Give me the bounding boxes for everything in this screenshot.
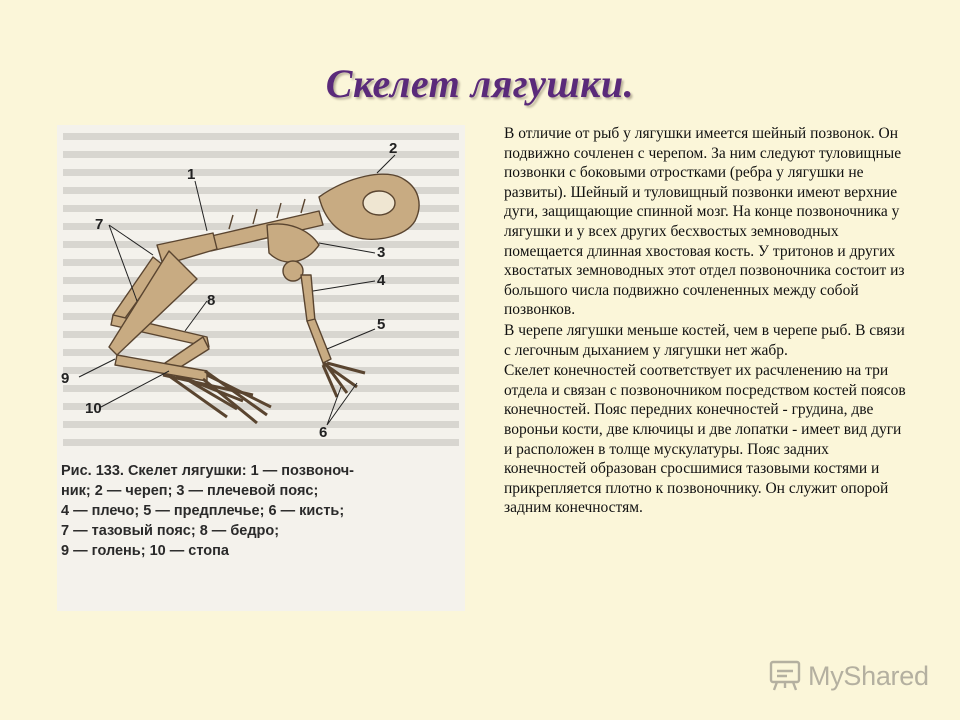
frog-skeleton-figure: [57, 125, 465, 611]
figure-label-3: 3: [377, 244, 386, 261]
figure-label-1: 1: [187, 166, 196, 183]
caption-line: ник; 2 — череп; 3 — плечевой пояс;: [61, 483, 319, 499]
figure-label-2: 2: [389, 140, 398, 157]
figure-label-6: 6: [319, 424, 328, 441]
myshared-watermark: [768, 656, 929, 696]
figure-label-7: 7: [95, 216, 104, 233]
caption-line: 7 — тазовый пояс; 8 — бедро;: [61, 523, 280, 539]
frog-skeleton-drawing: [57, 125, 465, 455]
figure-label-9: 9: [61, 370, 70, 387]
paragraph-vertebrae: В отличие от рыб у лягушки имеется шейный позвонок. Он подвижно сочленен с черепом. За ним следуют туловищные позвонки с боковыми отростками (ребра у лягушки не развиты). Шейный и туловищный позвонки имеют верхние дуги, защищающие спинной мозг. На конце позвоночника у лягушки и у всех других бесхвостых земноводных помещается длинная хвостовая кость. У тритонов и других хвостатых земноводных этот отдел позвоночника состоит из большого числа подвижно сочлененных между собой позвонков.: [504, 125, 905, 319]
paragraph-skull: В черепе лягушки меньше костей, чем в черепе рыб. В связи с легочным дыханием у лягушки нет жабр.: [504, 321, 905, 359]
figure-label-8: 8: [207, 292, 216, 309]
slide-title: Скелет лягушки.: [325, 61, 635, 106]
watermark-text: MyShared: [808, 660, 929, 691]
paragraph-limbs: Скелет конечностей соответствует их расчленению на три отдела и связан с позвоночником посредством костей поясов конечностей. Пояс передних конечностей - грудина, две вороньи кости, две ключицы и две лопатки - имеет вид дуги и расположен в толще мускулатуры. Пояс задних конечностей образован сросшимися тазовыми костями и прикрепляется плотно к позвоночнику. Он служит опорой задним конечностям.: [504, 362, 906, 517]
figure-label-5: 5: [377, 316, 386, 333]
figure-label-10: 10: [85, 400, 102, 417]
caption-line: 4 — плечо; 5 — предплечье; 6 — кисть;: [61, 503, 345, 519]
figure-label-4: 4: [377, 272, 386, 289]
body-text: [500, 124, 910, 519]
figure-caption: [61, 461, 461, 561]
caption-line: 9 — голень; 10 — стопа: [61, 543, 229, 559]
projector-screen-icon: [768, 659, 802, 693]
caption-line: Рис. 133. Скелет лягушки: 1 — позвоноч-: [61, 463, 354, 479]
